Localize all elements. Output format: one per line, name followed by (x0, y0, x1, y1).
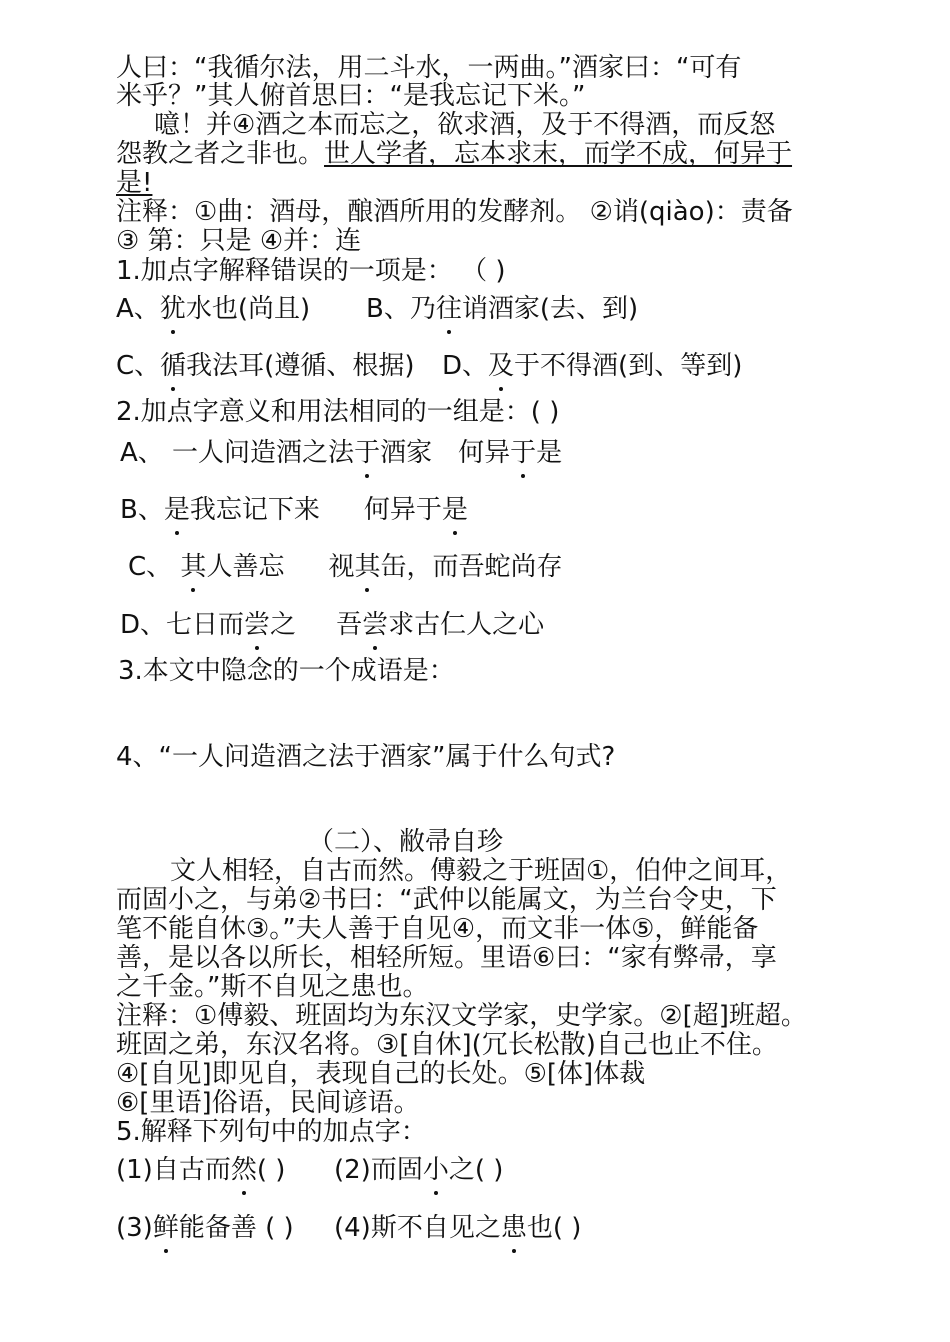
item-text: 也( ) (526, 1213, 582, 1243)
question-4-stem: 4、“一人问造酒之法于酒家”属于什么句式? (116, 742, 616, 772)
option-text: B、 (120, 495, 164, 525)
option-text: A、 (116, 294, 160, 324)
passage2-title: （二）、敝帚自珍 (308, 827, 504, 857)
option-text: 缶，而吾蛇尚存 (380, 552, 563, 582)
question-1-stem: 1.加点字解释错误的一项是： （ ) (116, 256, 506, 286)
question-2-option-c (128, 552, 563, 582)
passage2-line-3: 笔不能自休③。”夫人善于自见④，而文非一体⑤，鲜能备 (116, 914, 759, 944)
question-5-item-3 (116, 1213, 294, 1243)
dotted-character: 然 (230, 1155, 257, 1185)
dotted-character: 是 (163, 495, 190, 525)
option-text: 水也(尚且) (185, 294, 311, 324)
option-text: C、 (128, 552, 181, 582)
passage2-note-3: ④[自见]即见自，表现自己的长处。⑤[体]体裁 (116, 1059, 646, 1089)
passage1-note-2: ③ 第：只是 ④并：连 (116, 226, 362, 256)
question-1-option-a (116, 294, 310, 324)
dotted-character: 患 (500, 1213, 527, 1243)
option-text: 何异 (458, 438, 511, 468)
passage2-line-2: 而固小之，与弟②书曰：“武仲以能属文，为兰台令史，下 (116, 885, 777, 915)
option-text: D、 (442, 351, 489, 381)
question-2-stem: 2.加点字意义和用法相同的一组是：( ) (116, 397, 560, 427)
dotted-character: 小 (422, 1155, 449, 1185)
question-3-stem: 3.本文中隐念的一个成语是： (118, 656, 455, 686)
dotted-character: 循 (160, 351, 187, 381)
item-text: (1)自古而 (116, 1155, 231, 1185)
item-text: ( ) (256, 1155, 286, 1185)
dotted-character: 尝 (362, 610, 389, 640)
passage1-line-1: 人曰：“我循尔法，用二斗水，一两曲。”酒家曰：“可有 (116, 53, 742, 83)
dotted-character: 其 (180, 552, 207, 582)
option-text: 视 (328, 552, 355, 582)
passage2-note-2: 班固之弟，东汉名将。③[自休](冗长松散)自己也止不住。 (116, 1030, 778, 1060)
question-5-item-2 (334, 1155, 503, 1185)
passage1-line-2: 米乎？”其人俯首思曰：“是我忘记下米。” (116, 81, 586, 111)
dotted-character: 其 (354, 552, 381, 582)
passage1-note-1: 注释：①曲：酒母，酿酒所用的发酵剂。 ②诮(qiào)：责备 (116, 197, 793, 227)
passage1-line-5 (116, 168, 152, 198)
item-text: 能备善 ( ) (178, 1213, 294, 1243)
option-text: A、 一人问造酒之法 (120, 438, 355, 468)
option-text: C、 (116, 351, 161, 381)
question-5-item-4 (334, 1213, 581, 1243)
passage2-line-5: 之千金。”斯不自见之患也。 (116, 972, 429, 1002)
option-text: 人善忘 (206, 552, 285, 582)
dotted-character: 是 (441, 495, 468, 525)
passage1-line-4 (116, 139, 792, 169)
question-2-option-b (120, 495, 468, 525)
dotted-character: 及 (488, 351, 515, 381)
dotted-character: 于 (510, 438, 537, 468)
question-1-option-b (366, 294, 638, 324)
dotted-character: 鲜 (152, 1213, 179, 1243)
question-2-option-d (120, 610, 544, 640)
item-text: (4)斯不自见之 (334, 1213, 501, 1243)
dotted-character: 往 (435, 294, 462, 324)
item-text: (3) (116, 1213, 153, 1243)
option-text: D、七日而 (120, 610, 245, 640)
option-text: B、乃 (366, 294, 436, 324)
option-text: 之 (270, 610, 297, 640)
question-5-item-1 (116, 1155, 285, 1185)
option-text: 我法耳(遵循、根据) (186, 351, 415, 381)
passage1-line-3: 噫！并④酒之本而忘之，欲求酒，及于不得酒，而反怒 (154, 110, 776, 140)
item-text: (2)而固 (334, 1155, 423, 1185)
passage1-line-4-plain: 怨教之者之非也。 (116, 139, 325, 169)
underlined-sentence-part1: 世人学者，忘本求末，而学不成，何异于 (324, 139, 793, 169)
passage2-line-4: 善，是以各以所长，相轻所短。里语⑥曰：“家有弊帚，享 (116, 943, 777, 973)
question-5-stem: 5.解释下列句中的加点字： (116, 1117, 427, 1147)
passage2-line-1: 文人相轻，自古而然。傅毅之于班固①，伯仲之间耳， (170, 856, 792, 886)
question-1-option-c (116, 351, 414, 381)
question-2-option-a (120, 438, 562, 468)
dotted-character: 犹 (159, 294, 186, 324)
option-text: 是 (536, 438, 563, 468)
question-1-option-d (442, 351, 742, 381)
option-text: 酒家 (380, 438, 433, 468)
passage2-note-4: ⑥[里语]俗语，民间谚语。 (116, 1088, 420, 1118)
option-text: 何异于 (363, 495, 442, 525)
item-text: 之( ) (448, 1155, 504, 1185)
option-text: 于不得酒(到、等到) (514, 351, 743, 381)
option-text: 诮酒家(去、到) (461, 294, 639, 324)
option-text: 求古仁人之心 (388, 610, 545, 640)
passage2-note-1: 注释：①傅毅、班固均为东汉文学家，史学家。②[超]班超。 (116, 1001, 807, 1031)
option-text: 我忘记下来 (189, 495, 320, 525)
option-text: 吾 (336, 610, 363, 640)
underlined-sentence-part2: 是! (116, 168, 153, 198)
dotted-character: 尝 (244, 610, 271, 640)
dotted-character: 于 (354, 438, 381, 468)
